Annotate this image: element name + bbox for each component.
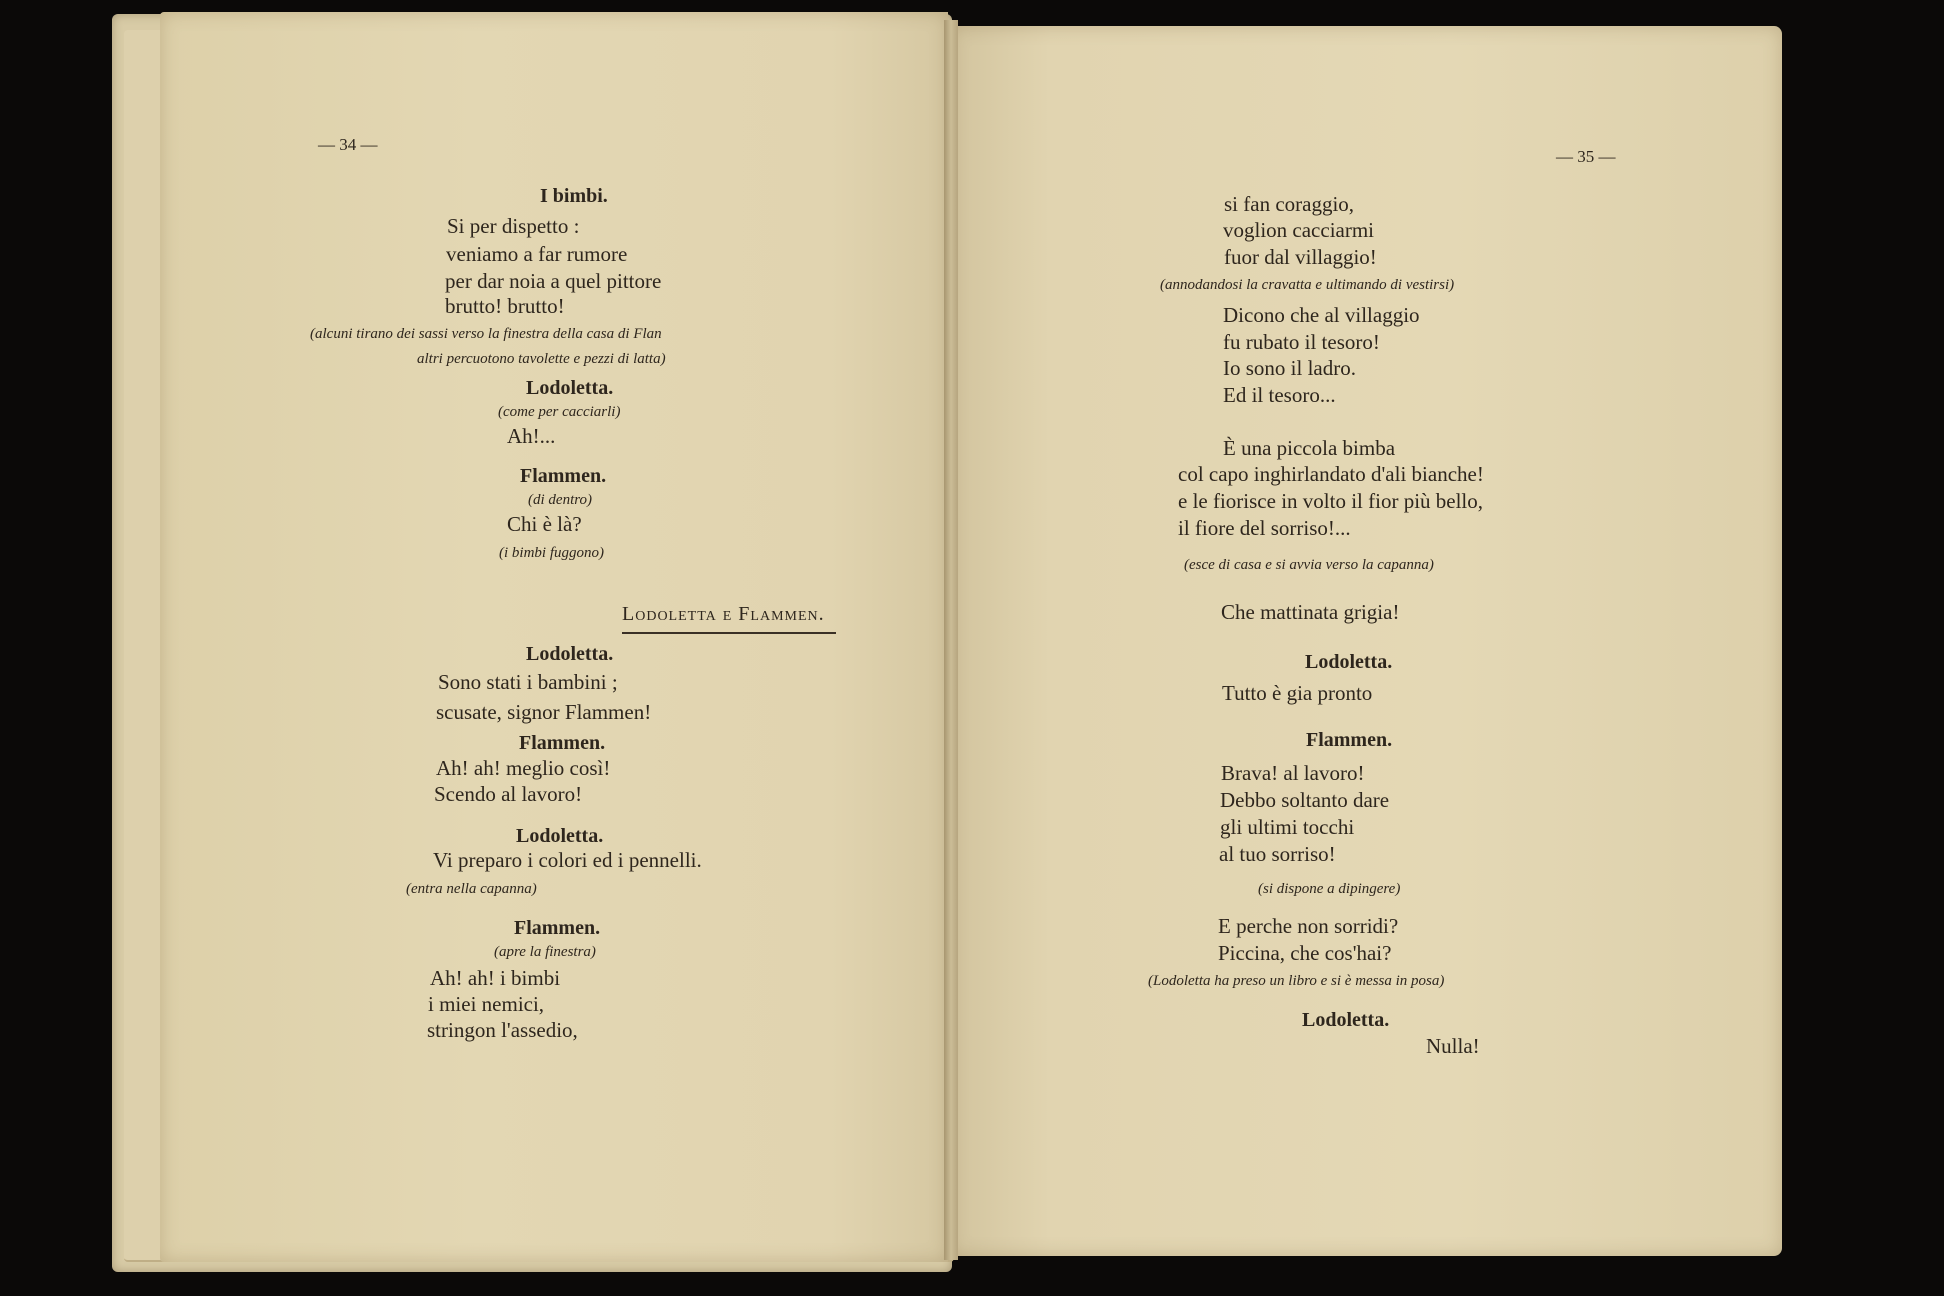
speaker-name: Lodoletta. bbox=[1305, 651, 1393, 673]
speaker-name: Lodoletta. bbox=[516, 825, 604, 847]
verse-line: si fan coraggio, bbox=[1224, 192, 1355, 216]
verse-line: veniamo a far rumore bbox=[446, 242, 628, 266]
verse-line: Si per dispetto : bbox=[447, 214, 580, 238]
verse-line: Sono stati i bambini ; bbox=[438, 670, 618, 694]
verse-line: brutto! brutto! bbox=[445, 294, 565, 318]
speaker-name: Flammen. bbox=[519, 732, 606, 754]
verse-line: Chi è là? bbox=[507, 512, 582, 536]
verse-line: Ah!... bbox=[507, 424, 556, 448]
verse-line: Dicono che al villaggio bbox=[1223, 303, 1420, 327]
book-gutter bbox=[944, 20, 958, 1260]
verse-line: E perche non sorridi? bbox=[1218, 914, 1399, 938]
stage-direction: (alcuni tirano dei sassi verso la finestra della casa di Flan bbox=[310, 326, 662, 342]
verse-line: al tuo sorriso! bbox=[1219, 842, 1336, 866]
verse-line: per dar noia a quel pittore bbox=[445, 269, 662, 293]
speaker-name: Lodoletta. bbox=[526, 643, 614, 665]
stage-direction: (Lodoletta ha preso un libro e si è messa in posa) bbox=[1148, 973, 1445, 989]
verse-line: voglion cacciarmi bbox=[1223, 218, 1375, 242]
verse-line: scusate, signor Flammen! bbox=[436, 700, 652, 724]
verse-line: fu rubato il tesoro! bbox=[1223, 330, 1380, 354]
verse-line: Vi preparo i colori ed i pennelli. bbox=[433, 848, 702, 872]
verse-line: Tutto è gia pronto bbox=[1222, 681, 1373, 705]
verse-line: Ah! ah! i bimbi bbox=[430, 966, 561, 990]
verse-line: Brava! al lavoro! bbox=[1221, 761, 1365, 785]
verse-line: stringon l'assedio, bbox=[427, 1018, 578, 1042]
scene-heading-rule bbox=[622, 632, 836, 634]
verse-line: il fiore del sorriso!... bbox=[1178, 516, 1351, 540]
stage-direction: (entra nella capanna) bbox=[406, 881, 537, 897]
speaker-name: Lodoletta. bbox=[526, 377, 614, 399]
verse-line: fuor dal villaggio! bbox=[1224, 245, 1377, 269]
stage-direction: (annodandosi la cravatta e ultimando di vestirsi) bbox=[1160, 277, 1455, 293]
verse-line: Io sono il ladro. bbox=[1223, 356, 1356, 380]
verse-line: Scendo al lavoro! bbox=[434, 782, 583, 806]
stage-direction: (i bimbi fuggono) bbox=[499, 545, 604, 561]
page-number: — 35 — bbox=[1556, 147, 1616, 166]
verse-line: Nulla! bbox=[1426, 1034, 1480, 1058]
stage-direction: altri percuotono tavolette e pezzi di latta) bbox=[417, 351, 666, 367]
stage-direction: (di dentro) bbox=[528, 492, 593, 508]
verse-line: Piccina, che cos'hai? bbox=[1218, 941, 1392, 965]
verse-line: È una piccola bimba bbox=[1223, 436, 1396, 460]
verse-line: Che mattinata grigia! bbox=[1221, 600, 1400, 624]
scene-heading: Lodoletta e Flammen. bbox=[622, 603, 825, 625]
verse-line: gli ultimi tocchi bbox=[1220, 815, 1355, 839]
speaker-name: Flammen. bbox=[520, 465, 607, 487]
stage-direction: (esce di casa e si avvia verso la capanna) bbox=[1184, 557, 1434, 573]
stage-direction: (apre la finestra) bbox=[494, 944, 596, 960]
verse-line: Ah! ah! meglio così! bbox=[436, 756, 611, 780]
speaker-name: Lodoletta. bbox=[1302, 1009, 1390, 1031]
speaker-name: Flammen. bbox=[1306, 729, 1393, 751]
stage-direction: (si dispone a dipingere) bbox=[1258, 881, 1401, 897]
right-page bbox=[950, 26, 1782, 1256]
verse-line: Debbo soltanto dare bbox=[1220, 788, 1390, 812]
verse-line: i miei nemici, bbox=[428, 992, 545, 1016]
verse-line: Ed il tesoro... bbox=[1223, 383, 1336, 407]
verse-line: col capo inghirlandato d'ali bianche! bbox=[1178, 462, 1484, 486]
speaker-name: I bimbi. bbox=[540, 185, 608, 207]
speaker-name: Flammen. bbox=[514, 917, 601, 939]
page-number: — 34 — bbox=[318, 135, 378, 154]
verse-line: e le fiorisce in volto il fior più bello, bbox=[1178, 489, 1484, 513]
stage-direction: (come per cacciarli) bbox=[498, 404, 621, 420]
